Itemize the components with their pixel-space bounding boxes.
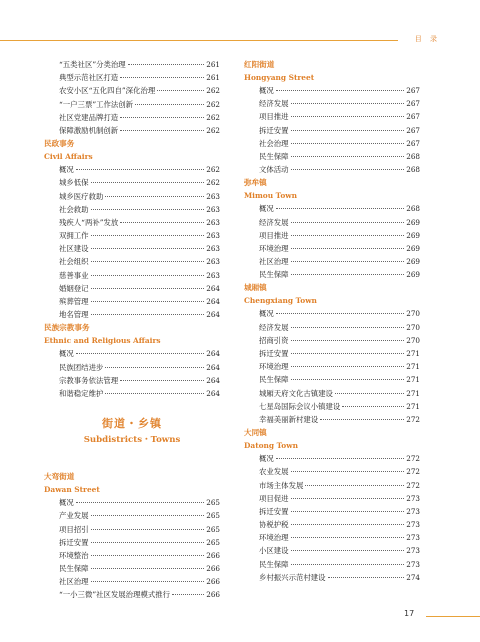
- toc-entry-title: 概况: [259, 309, 274, 319]
- dot-leader: [335, 392, 404, 394]
- dot-leader: [342, 405, 404, 407]
- toc-entry: [44, 255, 220, 268]
- toc-entry-page: 263: [206, 257, 220, 267]
- toc-entry-title: 市场主体发展: [259, 480, 304, 490]
- toc-entry-title: 环境治理: [259, 243, 289, 253]
- toc-entry: [244, 413, 420, 426]
- dot-leader: [291, 339, 405, 341]
- toc-entry-page: 265: [206, 537, 220, 547]
- toc-entry-page: 265: [206, 524, 220, 534]
- toc-entry-title: “一小三微”社区发展治理模式推行: [59, 590, 171, 600]
- toc-entry-title: 社会组织: [59, 257, 89, 267]
- toc-entry: [244, 387, 420, 400]
- toc-entry-page: 266: [206, 590, 220, 600]
- toc-entry: [244, 216, 420, 229]
- section-title-cn: 弥牟镇: [244, 178, 267, 188]
- toc-entry: [244, 110, 420, 123]
- toc-entry-title: 农安小区“五化四自”深化治理: [59, 86, 156, 96]
- toc-entry: [244, 571, 420, 584]
- toc-entry-title: 幸福美丽新村建设: [259, 414, 319, 424]
- dot-leader: [276, 207, 404, 209]
- toc-entry-page: 263: [206, 204, 220, 214]
- dot-leader: [305, 484, 404, 486]
- dot-leader: [91, 181, 205, 183]
- toc-entry-title: 乡村振兴示范村建设: [259, 572, 326, 582]
- toc-entry: [44, 387, 220, 400]
- header-label: 目 录: [414, 35, 440, 43]
- banner-title-en: Subdistricts・Towns: [83, 435, 181, 446]
- toc-entry: [44, 216, 220, 229]
- toc-group-chengxiang: [244, 307, 420, 426]
- toc-entry: [44, 58, 220, 71]
- dot-leader: [76, 352, 204, 354]
- toc-entry: [44, 229, 220, 242]
- toc-entry: [44, 71, 220, 84]
- header-rule: [0, 40, 398, 41]
- dot-leader: [291, 129, 405, 131]
- toc-entry: [244, 505, 420, 518]
- toc-group-ethnic-religious: [44, 347, 220, 400]
- toc-entry: [244, 360, 420, 373]
- dot-leader: [291, 563, 405, 565]
- toc-entry: [44, 347, 220, 360]
- toc-entry-page: 269: [406, 243, 420, 253]
- toc-entry-page: 263: [206, 231, 220, 241]
- toc-entry-title: 民生保障: [259, 375, 289, 385]
- toc-group-civil-affairs: [44, 163, 220, 321]
- toc-entry-page: 273: [406, 546, 420, 556]
- toc-entry-page: 273: [406, 506, 420, 516]
- toc-entry: [44, 203, 220, 216]
- toc-entry-page: 261: [206, 73, 220, 83]
- toc-entry-title: 环境治理: [259, 533, 289, 543]
- toc-entry-title: 经济发展: [259, 322, 289, 332]
- dot-leader: [105, 195, 204, 197]
- dot-leader: [291, 378, 405, 380]
- toc-entry-page: 273: [406, 520, 420, 530]
- dot-leader: [91, 580, 205, 582]
- dot-leader: [91, 541, 205, 543]
- dot-leader: [291, 365, 405, 367]
- section-title-cn: 城厢镇: [244, 283, 267, 293]
- toc-entry-title: “一户三票”工作法创新: [59, 99, 134, 109]
- toc-entry-title: 环境治理: [259, 362, 289, 372]
- toc-entry: [44, 374, 220, 387]
- toc-entry-title: 概况: [259, 454, 274, 464]
- page-number: 17: [404, 609, 415, 618]
- section-title-en: Dawan Street: [44, 485, 100, 495]
- right-column: [244, 58, 420, 584]
- toc-entry-page: 262: [206, 112, 220, 122]
- toc-entry-title: “五类社区”分类治理: [59, 60, 126, 69]
- toc-entry-title: 民族团结进步: [59, 362, 104, 372]
- toc-entry-title: 殡葬管理: [59, 297, 89, 306]
- toc-entry-title: 民生保障: [259, 151, 289, 161]
- section-title-en: Mimou Town: [244, 191, 297, 201]
- dot-leader: [120, 129, 204, 131]
- toc-entry-title: 城乡医疗救助: [59, 191, 104, 201]
- dot-leader: [291, 470, 405, 472]
- toc-entry-page: 267: [406, 125, 420, 135]
- toc-entry-title: 农业发展: [259, 467, 289, 477]
- toc-entry-page: 264: [206, 310, 220, 320]
- toc-entry-page: 265: [206, 511, 220, 521]
- dot-leader: [291, 536, 405, 538]
- toc-entry: [44, 124, 220, 137]
- toc-entry-title: 拆迁安置: [259, 125, 289, 135]
- dot-leader: [291, 221, 405, 223]
- toc-entry-page: 267: [406, 86, 420, 95]
- dot-leader: [291, 326, 405, 328]
- toc-entry-title: 民生保障: [259, 270, 289, 280]
- toc-entry-page: 270: [406, 322, 420, 332]
- toc-entry-title: 概况: [259, 204, 274, 214]
- toc-entry-page: 271: [406, 401, 420, 411]
- toc-entry-title: 双拥工作: [59, 231, 89, 241]
- toc-entry: [44, 282, 220, 295]
- dot-leader: [291, 273, 405, 275]
- toc-entry-title: 拆迁安置: [259, 506, 289, 516]
- toc-entry-title: 社区党建品牌打造: [59, 112, 119, 122]
- toc-entry-title: 城乡低保: [59, 178, 89, 188]
- dot-leader: [320, 418, 404, 420]
- toc-entry-title: 社会治理: [259, 138, 289, 148]
- dot-leader: [291, 102, 405, 104]
- section-title-cn: 民政事务: [44, 139, 75, 149]
- section-title-en: Datong Town: [244, 441, 298, 451]
- toc-entry: [44, 98, 220, 111]
- dot-leader: [91, 234, 205, 236]
- toc-entry-page: 270: [406, 335, 420, 345]
- toc-entry-page: 273: [406, 493, 420, 503]
- toc-entry: [44, 562, 220, 575]
- section-title-cn: 红阳街道: [244, 60, 275, 69]
- toc-entry: [244, 334, 420, 347]
- toc-entry-page: 264: [206, 388, 220, 398]
- toc-entry: [244, 452, 420, 465]
- toc-entry-page: 262: [206, 165, 220, 175]
- section-title-cn: 民族宗教事务: [44, 323, 90, 333]
- toc-entry-title: 社会救助: [59, 204, 89, 214]
- toc-entry: [44, 242, 220, 255]
- dot-leader: [105, 392, 204, 394]
- section-title-en: Ethnic and Religious Affairs: [44, 336, 161, 346]
- toc-entry-page: 263: [206, 244, 220, 254]
- dot-leader: [291, 234, 405, 236]
- dot-leader: [291, 142, 405, 144]
- dot-leader: [91, 313, 205, 315]
- toc-entry: [244, 373, 420, 386]
- spacer: [44, 458, 220, 470]
- toc-entry: [44, 84, 220, 97]
- toc-entry-page: 265: [206, 498, 220, 508]
- dot-leader: [135, 103, 204, 105]
- toc-entry-title: 经济发展: [259, 217, 289, 227]
- toc-entry-page: 268: [406, 151, 420, 161]
- toc-entry: [44, 588, 220, 601]
- toc-entry-title: 民生保障: [259, 559, 289, 569]
- section-title-en: Hongyang Street: [244, 73, 315, 82]
- toc-entry-title: 社区建设: [59, 244, 89, 254]
- section-title-en: Civil Affairs: [44, 152, 93, 162]
- dot-leader: [91, 514, 205, 516]
- toc-entry: [44, 176, 220, 189]
- dot-leader: [291, 155, 405, 157]
- toc-group-dawan: [44, 496, 220, 602]
- toc-entry: [244, 137, 420, 150]
- part-banner: [44, 400, 220, 458]
- dot-leader: [291, 510, 405, 512]
- dot-leader: [91, 274, 205, 276]
- toc-entry-title: 经济发展: [259, 99, 289, 109]
- toc-entry-title: 慈善事业: [59, 270, 89, 280]
- toc-group-mimou: [244, 202, 420, 281]
- toc-entry-page: 266: [206, 577, 220, 587]
- toc-entry-title: 宗教事务依法管理: [59, 375, 119, 385]
- toc-entry-page: 274: [406, 572, 420, 582]
- toc-entry-title: 文体活动: [259, 165, 289, 175]
- dot-leader: [76, 501, 204, 503]
- toc-entry: [44, 361, 220, 374]
- dot-leader: [291, 497, 405, 499]
- section-title-cn: 大弯街道: [44, 472, 75, 482]
- dot-leader: [91, 567, 205, 569]
- toc-entry: [44, 549, 220, 562]
- toc-entry: [244, 97, 420, 110]
- toc-entry-page: 267: [406, 138, 420, 148]
- dot-leader: [91, 287, 205, 289]
- toc-entry-title: 典型示范社区打造: [59, 73, 119, 83]
- toc-entry: [244, 84, 420, 97]
- toc-entry: [244, 492, 420, 505]
- toc-entry-page: 268: [406, 204, 420, 214]
- toc-entry-title: 社区治理: [259, 257, 289, 267]
- toc-entry: [244, 255, 420, 268]
- toc-entry-title: 招商引资: [259, 335, 289, 345]
- dot-leader: [76, 168, 204, 170]
- toc-entry-page: 264: [206, 375, 220, 385]
- toc-entry-page: 264: [206, 349, 220, 359]
- dot-leader: [120, 116, 204, 118]
- toc-entry-title: 概况: [59, 498, 74, 508]
- dot-leader: [291, 168, 405, 170]
- dot-leader: [276, 312, 404, 314]
- toc-entry-page: 268: [406, 165, 420, 175]
- toc-entry: [44, 509, 220, 522]
- dot-leader: [120, 221, 204, 223]
- footer-rule: [426, 616, 480, 617]
- dot-leader: [291, 549, 405, 551]
- toc-entry: [44, 308, 220, 321]
- toc-entry: [44, 163, 220, 176]
- dot-leader: [276, 457, 404, 459]
- toc-entry-title: 城厢天府文化古镇建设: [259, 388, 333, 398]
- toc-entry-title: 项目推进: [259, 112, 289, 122]
- toc-entry-page: 261: [206, 60, 220, 69]
- toc-entry: [44, 536, 220, 549]
- toc-entry-page: 266: [206, 550, 220, 560]
- toc-entry-page: 269: [406, 217, 420, 227]
- dot-leader: [291, 523, 405, 525]
- section-title-cn: 大同镇: [244, 428, 267, 438]
- toc-entry-title: 概况: [59, 349, 74, 359]
- toc-entry: [244, 307, 420, 320]
- toc-entry-title: 婚姻登记: [59, 283, 89, 293]
- dot-leader: [91, 528, 205, 530]
- toc-entry-page: 271: [406, 388, 420, 398]
- dot-leader: [291, 352, 405, 354]
- toc-entry: [244, 518, 420, 531]
- toc-entry-page: 263: [206, 217, 220, 227]
- toc-entry: [44, 269, 220, 282]
- toc-entry: [44, 295, 220, 308]
- toc-entry: [244, 242, 420, 255]
- dot-leader: [91, 554, 205, 556]
- dot-leader: [157, 89, 204, 91]
- toc-entry-page: 269: [406, 270, 420, 280]
- toc-entry-title: 项目促进: [259, 493, 289, 503]
- toc-entry-title: 产业发展: [59, 511, 89, 521]
- toc-entry-page: 273: [406, 559, 420, 569]
- toc-entry: [244, 465, 420, 478]
- toc-entry: [44, 496, 220, 509]
- dot-leader: [128, 63, 205, 65]
- toc-entry: [244, 124, 420, 137]
- toc-entry: [244, 150, 420, 163]
- toc-entry-page: 262: [206, 86, 220, 96]
- toc-group-top: [44, 58, 220, 137]
- toc-entry: [44, 523, 220, 536]
- dot-leader: [120, 76, 204, 78]
- toc-entry-page: 272: [406, 467, 420, 477]
- toc-entry-page: 262: [206, 178, 220, 188]
- toc-entry-page: 267: [406, 99, 420, 109]
- toc-entry: [44, 190, 220, 203]
- toc-entry-page: 271: [406, 362, 420, 372]
- toc-entry-page: 262: [206, 99, 220, 109]
- toc-entry-title: 七星岛国际会议小镇建设: [259, 401, 341, 411]
- dot-leader: [120, 379, 204, 381]
- toc-entry-page: 272: [406, 414, 420, 424]
- toc-entry-title: 项目招引: [59, 524, 89, 534]
- toc-entry: [244, 202, 420, 215]
- toc-entry: [244, 479, 420, 492]
- dot-leader: [91, 300, 205, 302]
- toc-entry-page: 271: [406, 349, 420, 358]
- toc-entry-title: 民生保障: [59, 564, 89, 574]
- toc-entry: [244, 268, 420, 281]
- toc-entry: [244, 347, 420, 360]
- toc-entry-page: 264: [206, 283, 220, 293]
- toc-entry: [244, 558, 420, 571]
- toc-entry-title: 保障激励机制创新: [59, 125, 119, 135]
- toc-entry-page: 272: [406, 480, 420, 490]
- toc-entry-title: 协税护税: [259, 520, 289, 530]
- toc-entry-title: 和谐稳定维护: [59, 388, 104, 398]
- toc-entry-page: 264: [206, 362, 220, 372]
- toc-entry-page: 269: [406, 257, 420, 267]
- toc-entry: [244, 229, 420, 242]
- toc-entry-page: 266: [206, 564, 220, 574]
- toc-entry-page: 269: [406, 230, 420, 240]
- dot-leader: [91, 208, 205, 210]
- toc-entry: [44, 111, 220, 124]
- toc-entry-page: 263: [206, 270, 220, 280]
- dot-leader: [276, 89, 404, 91]
- dot-leader: [291, 260, 405, 262]
- toc-entry-title: 环境整治: [59, 550, 89, 560]
- toc-entry-page: 272: [406, 454, 420, 464]
- section-title-en: Chengxiang Town: [244, 296, 317, 306]
- toc-entry-title: 小区建设: [259, 546, 289, 556]
- dot-leader: [328, 576, 405, 578]
- toc-entry: [244, 544, 420, 557]
- toc-entry: [244, 163, 420, 176]
- toc-entry-page: 264: [206, 297, 220, 306]
- toc-entry-page: 262: [206, 125, 220, 135]
- toc-entry: [44, 575, 220, 588]
- toc-group-hongyang: [244, 84, 420, 176]
- toc-entry-title: 残疾人“两补”发放: [59, 217, 119, 227]
- dot-leader: [172, 593, 204, 595]
- toc-entry-title: 社区治理: [59, 577, 89, 587]
- dot-leader: [105, 366, 204, 368]
- dot-leader: [91, 247, 205, 249]
- toc-entry-page: 270: [406, 309, 420, 319]
- toc-entry-title: 概况: [59, 165, 74, 175]
- toc-entry-title: 拆迁安置: [259, 349, 289, 358]
- toc-entry-page: 271: [406, 375, 420, 385]
- toc-entry-title: 地名管理: [59, 310, 89, 320]
- toc-entry-title: 拆迁安置: [59, 537, 89, 547]
- toc-entry-page: 273: [406, 533, 420, 543]
- banner-title-cn: 街道・乡镇: [102, 417, 162, 431]
- toc-entry-title: 概况: [259, 86, 274, 95]
- toc-group-datong: [244, 452, 420, 584]
- dot-leader: [291, 247, 405, 249]
- toc-entry-page: 263: [206, 191, 220, 201]
- dot-leader: [91, 260, 205, 262]
- dot-leader: [291, 115, 405, 117]
- toc-entry: [244, 400, 420, 413]
- toc-entry: [244, 321, 420, 334]
- toc-entry: [244, 531, 420, 544]
- toc-entry-title: 项目推进: [259, 230, 289, 240]
- toc-entry-page: 267: [406, 112, 420, 122]
- left-column: [44, 58, 220, 602]
